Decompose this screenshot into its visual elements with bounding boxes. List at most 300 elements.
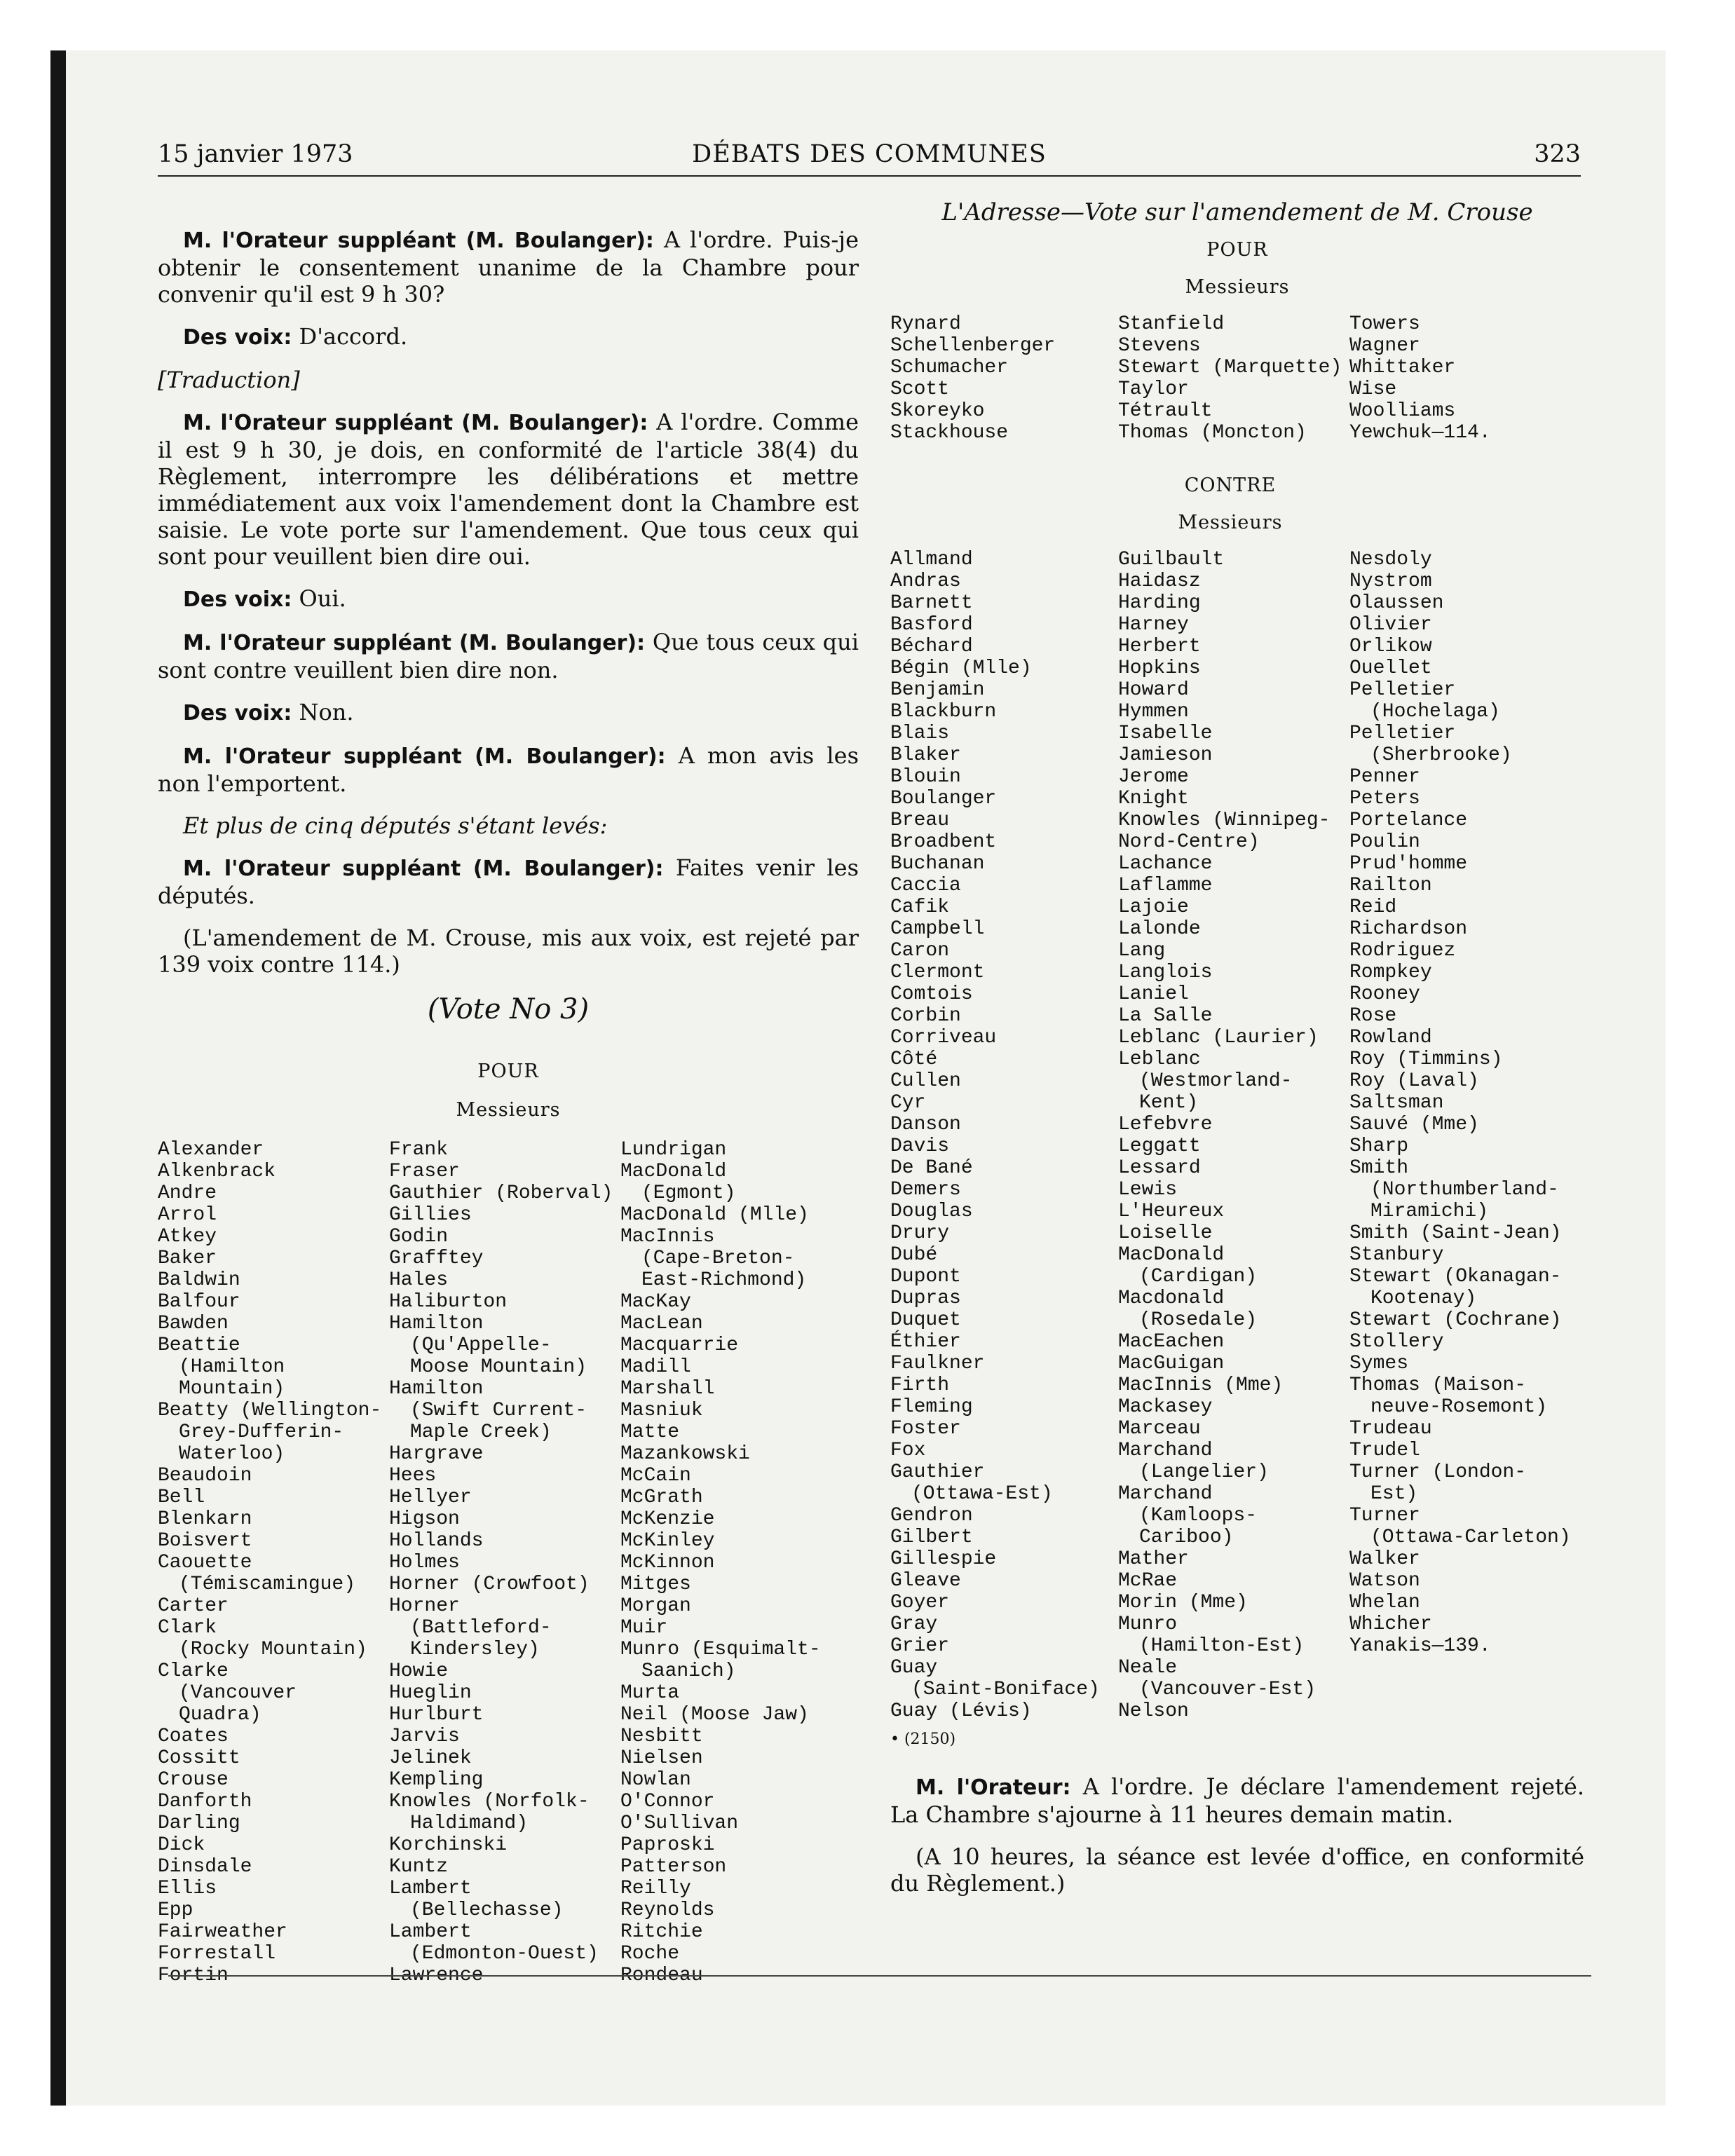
member-name: Schumacher bbox=[890, 357, 1009, 378]
pour-column-2 bbox=[389, 1139, 613, 1986]
member-name: Lang bbox=[1118, 940, 1166, 962]
member-name: Kuntz bbox=[389, 1856, 449, 1878]
member-name: Waterloo) bbox=[179, 1443, 285, 1465]
member-name: MacKay bbox=[620, 1291, 691, 1313]
member-name: Haldimand) bbox=[410, 1813, 529, 1834]
member-name: McKinley bbox=[620, 1530, 715, 1552]
member-name: Olaussen bbox=[1349, 592, 1444, 614]
contre-column-1 bbox=[890, 549, 1100, 1722]
member-name: Lundrigan bbox=[620, 1139, 727, 1161]
pour-label: POUR bbox=[477, 1060, 539, 1082]
member-name: (Kamloops- bbox=[1139, 1505, 1258, 1527]
member-name: (Edmonton-Ouest) bbox=[410, 1943, 599, 1965]
member-name: Whelan bbox=[1349, 1592, 1420, 1613]
member-name: Ouellet bbox=[1349, 657, 1432, 679]
member-name: Laniel bbox=[1118, 983, 1189, 1005]
header-date: 15 janvier 1973 bbox=[158, 140, 353, 168]
member-name: MacInnis bbox=[620, 1226, 715, 1248]
member-name: Reid bbox=[1349, 896, 1397, 918]
member-name: Madill bbox=[620, 1356, 691, 1378]
member-name: Campbell bbox=[890, 918, 985, 940]
member-name: Corbin bbox=[890, 1005, 961, 1027]
member-name: Matte bbox=[620, 1421, 680, 1443]
member-name: Bégin (Mlle) bbox=[890, 657, 1032, 679]
member-name: O'Sullivan bbox=[620, 1813, 739, 1834]
member-name: Smith (Saint-Jean) bbox=[1349, 1222, 1562, 1244]
member-name: Munro (Esquimalt- bbox=[620, 1639, 821, 1660]
member-name: Stevens bbox=[1118, 335, 1201, 357]
member-name: (Vancouver-Est) bbox=[1139, 1679, 1316, 1700]
member-name: Stackhouse bbox=[890, 422, 1009, 444]
closing-paragraph bbox=[890, 1773, 1584, 1828]
debate-paragraph bbox=[158, 925, 859, 978]
paragraph-text: A l'ordre. Comme il est 9 h 30, je dois, en conformité de l'article 38(4) du Règlement, interrompre les délibérations et mettre immédiatement aux voix l'amendement dont la Chambre est saisie. Le vote porte sur l'amendement. Que tous ceux qui sont pour veuillent bien dire oui. bbox=[158, 409, 859, 570]
closing-paragraphs bbox=[890, 1773, 1584, 1897]
member-name: Gray bbox=[890, 1613, 938, 1635]
member-name: Trudeau bbox=[1349, 1418, 1432, 1440]
pour-label-right: POUR bbox=[1206, 239, 1268, 261]
member-name: Gauthier bbox=[890, 1461, 985, 1483]
member-name: MacLean bbox=[620, 1313, 703, 1335]
member-name: Stanbury bbox=[1349, 1244, 1444, 1266]
member-name: Rose bbox=[1349, 1005, 1397, 1027]
member-name: MacInnis (Mme) bbox=[1118, 1374, 1284, 1396]
member-name: MacDonald bbox=[620, 1161, 727, 1182]
member-name: Marchand bbox=[1118, 1440, 1213, 1461]
member-name: Langlois bbox=[1118, 962, 1213, 983]
member-name: Danson bbox=[890, 1114, 961, 1135]
speaker-label: M. l'Orateur: bbox=[916, 1775, 1071, 1800]
member-name: (Hamilton-Est) bbox=[1139, 1635, 1305, 1657]
member-name: Symes bbox=[1349, 1353, 1409, 1374]
member-name: Murta bbox=[620, 1682, 680, 1704]
member-name: Gendron bbox=[890, 1505, 973, 1527]
paragraph-text: Non. bbox=[292, 699, 354, 725]
member-name: Harney bbox=[1118, 614, 1189, 636]
member-name: Morin (Mme) bbox=[1118, 1592, 1248, 1613]
member-name: Dupras bbox=[890, 1288, 961, 1309]
debate-paragraph bbox=[158, 699, 859, 727]
member-name: MacDonald bbox=[1118, 1244, 1225, 1266]
section-title: L'Adresse—Vote sur l'amendement de M. Crouse bbox=[941, 198, 1533, 226]
member-name: Turner (London- bbox=[1349, 1461, 1527, 1483]
member-name: Howie bbox=[389, 1660, 449, 1682]
member-name: Jamieson bbox=[1118, 744, 1213, 766]
debate-paragraph bbox=[158, 323, 859, 351]
member-name: Dupont bbox=[890, 1266, 961, 1288]
paragraph-text: Oui. bbox=[292, 585, 346, 612]
member-name: Rondeau bbox=[620, 1965, 703, 1986]
paragraph-text: A l'ordre. Puis-je obtenir le consentement unanime de la Chambre pour convenir qu'il est 9 h 30? bbox=[158, 226, 859, 308]
debate-paragraph bbox=[158, 742, 859, 797]
member-name: Miramichi) bbox=[1370, 1201, 1489, 1222]
bottom-rule bbox=[168, 1975, 1591, 1977]
member-name: Haliburton bbox=[389, 1291, 508, 1313]
member-name: Buchanan bbox=[890, 853, 985, 875]
member-name: Kempling bbox=[389, 1769, 484, 1791]
member-name: Walker bbox=[1349, 1548, 1420, 1570]
member-name: Macdonald bbox=[1118, 1288, 1225, 1309]
paragraph-text: (A 10 heures, la séance est levée d'office, en conformité du Règlement.) bbox=[890, 1843, 1584, 1897]
member-name: Hees bbox=[389, 1465, 437, 1487]
member-name: Woolliams bbox=[1349, 400, 1456, 422]
member-name: Forrestall bbox=[158, 1943, 276, 1965]
member-name: Quadra) bbox=[179, 1704, 261, 1726]
member-name: Neale bbox=[1118, 1657, 1178, 1679]
member-name: Demers bbox=[890, 1179, 961, 1201]
member-name: Railton bbox=[1349, 875, 1432, 896]
member-name: McKenzie bbox=[620, 1508, 715, 1530]
member-name: Hopkins bbox=[1118, 657, 1201, 679]
member-name: Jerome bbox=[1118, 766, 1189, 788]
member-name: Horner (Crowfoot) bbox=[389, 1574, 590, 1595]
member-name: Clermont bbox=[890, 962, 985, 983]
member-name: Roche bbox=[620, 1943, 680, 1965]
member-name: Towers bbox=[1349, 313, 1420, 335]
member-name: Corriveau bbox=[890, 1027, 997, 1049]
contre-label: CONTRE bbox=[1184, 475, 1277, 496]
member-name: Lachance bbox=[1118, 853, 1213, 875]
member-name: Mountain) bbox=[179, 1378, 285, 1400]
member-name: Nord-Centre) bbox=[1118, 831, 1260, 853]
member-name: Foster bbox=[890, 1418, 961, 1440]
member-name: Beaudoin bbox=[158, 1465, 252, 1487]
member-name: Frank bbox=[389, 1139, 449, 1161]
member-name: Boulanger bbox=[890, 788, 997, 810]
member-name: (Ottawa-Est) bbox=[911, 1483, 1053, 1505]
member-name: Mackasey bbox=[1118, 1396, 1213, 1418]
debate-paragraph bbox=[158, 409, 859, 570]
member-name: Blouin bbox=[890, 766, 961, 788]
member-name: neuve-Rosemont) bbox=[1370, 1396, 1548, 1418]
member-name: Béchard bbox=[890, 636, 973, 657]
member-name: Hamilton bbox=[389, 1313, 484, 1335]
member-name: Beatty (Wellington- bbox=[158, 1400, 382, 1421]
member-name: Haidasz bbox=[1118, 571, 1201, 592]
member-name: Basford bbox=[890, 614, 973, 636]
member-name: Rooney bbox=[1349, 983, 1420, 1005]
member-name: Stollery bbox=[1349, 1331, 1444, 1353]
member-name: Neil (Moose Jaw) bbox=[620, 1704, 809, 1726]
member-name: Caron bbox=[890, 940, 950, 962]
paragraph-text: Faites venir les députés. bbox=[158, 854, 859, 909]
member-name: Korchinski bbox=[389, 1834, 508, 1856]
member-name: Caouette bbox=[158, 1552, 252, 1574]
member-name: Douglas bbox=[890, 1201, 973, 1222]
member-name: Breau bbox=[890, 810, 950, 831]
member-name: Grafftey bbox=[389, 1248, 484, 1269]
member-name: Morgan bbox=[620, 1595, 691, 1617]
member-name: Olivier bbox=[1349, 614, 1432, 636]
member-name: Faulkner bbox=[890, 1353, 985, 1374]
member-name: Wagner bbox=[1349, 335, 1420, 357]
member-name: Howard bbox=[1118, 679, 1189, 701]
member-name: (Westmorland- bbox=[1139, 1070, 1293, 1092]
member-name: Gauthier (Roberval) bbox=[389, 1182, 613, 1204]
member-name: Allmand bbox=[890, 549, 973, 571]
pour-right-column-2 bbox=[1118, 313, 1342, 444]
member-name: Guilbault bbox=[1118, 549, 1225, 571]
member-name: Sharp bbox=[1349, 1135, 1409, 1157]
member-name: Marchand bbox=[1118, 1483, 1213, 1505]
member-name: Cossitt bbox=[158, 1747, 240, 1769]
speaker-label: Des voix: bbox=[183, 587, 292, 612]
member-name: Yanakis—139. bbox=[1349, 1635, 1491, 1657]
member-name: Guay (Lévis) bbox=[890, 1700, 1032, 1722]
member-name: Kent) bbox=[1139, 1092, 1199, 1114]
member-name: Fraser bbox=[389, 1161, 460, 1182]
member-name: Whittaker bbox=[1349, 357, 1456, 378]
member-name: Roy (Laval) bbox=[1349, 1070, 1479, 1092]
member-name: (Northumberland- bbox=[1370, 1179, 1559, 1201]
member-name: Tétrault bbox=[1118, 400, 1213, 422]
member-name: Wise bbox=[1349, 378, 1397, 400]
debate-paragraph bbox=[158, 812, 859, 839]
debate-paragraphs bbox=[158, 226, 859, 978]
member-name: Atkey bbox=[158, 1226, 217, 1248]
member-name: O'Connor bbox=[620, 1791, 715, 1813]
member-name: (Rocky Mountain) bbox=[179, 1639, 367, 1660]
member-name: Thomas (Maison- bbox=[1349, 1374, 1527, 1396]
member-name: Côté bbox=[890, 1049, 938, 1070]
member-name: Skoreyko bbox=[890, 400, 985, 422]
member-name: Leblanc bbox=[1118, 1049, 1201, 1070]
member-name: (Bellechasse) bbox=[410, 1899, 564, 1921]
member-name: Grey-Dufferin- bbox=[179, 1421, 344, 1443]
member-name: Horner bbox=[389, 1595, 460, 1617]
debate-paragraph bbox=[158, 629, 859, 683]
member-name: Harding bbox=[1118, 592, 1201, 614]
member-name: L'Heureux bbox=[1118, 1201, 1225, 1222]
member-name: Andre bbox=[158, 1182, 217, 1204]
member-name: Knight bbox=[1118, 788, 1189, 810]
member-name: (Hochelaga) bbox=[1370, 701, 1500, 723]
page-header bbox=[158, 140, 1581, 177]
member-name: (Saint-Boniface) bbox=[911, 1679, 1100, 1700]
member-name: Nowlan bbox=[620, 1769, 691, 1791]
debate-paragraph bbox=[158, 226, 859, 308]
member-name: Leblanc (Laurier) bbox=[1118, 1027, 1319, 1049]
member-name: Moose Mountain) bbox=[410, 1356, 587, 1378]
member-name: Rodriguez bbox=[1349, 940, 1456, 962]
header-page-number: 323 bbox=[1534, 140, 1581, 168]
paragraph-text: A mon avis les non l'emportent. bbox=[158, 742, 859, 797]
member-name: Dick bbox=[158, 1834, 205, 1856]
member-name: Lewis bbox=[1118, 1179, 1178, 1201]
member-name: Bawden bbox=[158, 1313, 229, 1335]
member-name: (Egmont) bbox=[641, 1182, 736, 1204]
member-name: (Swift Current- bbox=[410, 1400, 587, 1421]
member-name: Jarvis bbox=[389, 1726, 460, 1747]
member-name: Muir bbox=[620, 1617, 668, 1639]
member-name: Lessard bbox=[1118, 1157, 1201, 1179]
pour-right-column-1 bbox=[890, 313, 1055, 444]
member-name: Nesbitt bbox=[620, 1726, 703, 1747]
speaker-label: Des voix: bbox=[183, 701, 292, 725]
member-name: McGrath bbox=[620, 1487, 703, 1508]
member-name: Poulin bbox=[1349, 831, 1420, 853]
right-column bbox=[890, 198, 1584, 1912]
member-name: Hueglin bbox=[389, 1682, 472, 1704]
member-name: Nystrom bbox=[1349, 571, 1432, 592]
member-name: (Langelier) bbox=[1139, 1461, 1269, 1483]
pour-list-left bbox=[158, 1139, 859, 2001]
contre-column-2 bbox=[1118, 549, 1330, 1722]
member-name: Hales bbox=[389, 1269, 449, 1291]
member-name: Alkenbrack bbox=[158, 1161, 276, 1182]
debate-paragraph bbox=[158, 585, 859, 613]
member-name: Patterson bbox=[620, 1856, 727, 1878]
member-name: Gillies bbox=[389, 1204, 472, 1226]
member-name: (Battleford- bbox=[410, 1617, 552, 1639]
member-name: Coates bbox=[158, 1726, 229, 1747]
member-name: Smith bbox=[1349, 1157, 1409, 1179]
speaker-label: M. l'Orateur suppléant (M. Boulanger): bbox=[183, 411, 648, 435]
member-name: Maple Creek) bbox=[410, 1421, 552, 1443]
member-name: Herbert bbox=[1118, 636, 1201, 657]
member-name: MacGuigan bbox=[1118, 1353, 1225, 1374]
member-name: Carter bbox=[158, 1595, 229, 1617]
time-marker: • (2150) bbox=[890, 1731, 956, 1748]
member-name: Blenkarn bbox=[158, 1508, 252, 1530]
member-name: Higson bbox=[389, 1508, 460, 1530]
member-name: East-Richmond) bbox=[641, 1269, 807, 1291]
speaker-label: M. l'Orateur suppléant (M. Boulanger): bbox=[183, 744, 666, 769]
member-name: Marceau bbox=[1118, 1418, 1201, 1440]
pour-right-column-3 bbox=[1349, 313, 1491, 444]
member-name: Hellyer bbox=[389, 1487, 472, 1508]
paragraph-text: D'accord. bbox=[292, 323, 408, 350]
member-name: Stewart (Okanagan- bbox=[1349, 1266, 1562, 1288]
member-name: Epp bbox=[158, 1899, 193, 1921]
pour-column-1 bbox=[158, 1139, 381, 1986]
member-name: Saanich) bbox=[641, 1660, 736, 1682]
member-name: Benjamin bbox=[890, 679, 985, 701]
member-name: Whicher bbox=[1349, 1613, 1432, 1635]
member-name: Hamilton bbox=[389, 1378, 484, 1400]
member-name: Dinsdale bbox=[158, 1856, 252, 1878]
member-name: Lambert bbox=[389, 1878, 472, 1899]
member-name: Ritchie bbox=[620, 1921, 703, 1943]
member-name: Clark bbox=[158, 1617, 217, 1639]
member-name: Blais bbox=[890, 723, 950, 744]
member-name: Reynolds bbox=[620, 1899, 715, 1921]
member-name: Hurlburt bbox=[389, 1704, 484, 1726]
paragraph-text: [Traduction] bbox=[158, 367, 300, 393]
member-name: Lalonde bbox=[1118, 918, 1201, 940]
member-name: Lambert bbox=[389, 1921, 472, 1943]
member-name: (Témiscamingue) bbox=[179, 1574, 356, 1595]
member-name: (Hamilton bbox=[179, 1356, 285, 1378]
header-title: DÉBATS DES COMMUNES bbox=[692, 140, 1047, 168]
member-name: Portelance bbox=[1349, 810, 1468, 831]
member-name: Balfour bbox=[158, 1291, 240, 1313]
member-name: Stewart (Cochrane) bbox=[1349, 1309, 1562, 1331]
member-name: Nesdoly bbox=[1349, 549, 1432, 571]
member-name: Firth bbox=[890, 1374, 950, 1396]
member-name: Macquarrie bbox=[620, 1335, 739, 1356]
member-name: Hymmen bbox=[1118, 701, 1189, 723]
member-name: Darling bbox=[158, 1813, 240, 1834]
member-name: Prud'homme bbox=[1349, 853, 1468, 875]
member-name: Kootenay) bbox=[1370, 1288, 1477, 1309]
member-name: Turner bbox=[1349, 1505, 1420, 1527]
member-name: (Cardigan) bbox=[1139, 1266, 1258, 1288]
paragraph-text: (L'amendement de M. Crouse, mis aux voix, est rejeté par 139 voix contre 114.) bbox=[158, 925, 859, 978]
paragraph-text: Et plus de cinq députés s'étant levés: bbox=[183, 812, 608, 839]
member-name: Penner bbox=[1349, 766, 1420, 788]
member-name: Rowland bbox=[1349, 1027, 1432, 1049]
member-name: Pelletier bbox=[1349, 679, 1456, 701]
member-name: Scott bbox=[890, 378, 950, 400]
member-name: Danforth bbox=[158, 1791, 252, 1813]
member-name: Masniuk bbox=[620, 1400, 703, 1421]
member-name: Godin bbox=[389, 1226, 449, 1248]
member-name: McKinnon bbox=[620, 1552, 715, 1574]
member-name: Dubé bbox=[890, 1244, 938, 1266]
member-name: Fortin bbox=[158, 1965, 229, 1986]
member-name: McCain bbox=[620, 1465, 691, 1487]
speaker-label: M. l'Orateur suppléant (M. Boulanger): bbox=[183, 228, 654, 253]
member-name: Hargrave bbox=[389, 1443, 484, 1465]
member-name: Cullen bbox=[890, 1070, 961, 1092]
speaker-label: Des voix: bbox=[183, 325, 292, 350]
member-name: Lajoie bbox=[1118, 896, 1189, 918]
member-name: Blaker bbox=[890, 744, 961, 766]
closing-paragraph bbox=[890, 1843, 1584, 1897]
member-name: Gilbert bbox=[890, 1527, 973, 1548]
member-name: Knowles (Winnipeg- bbox=[1118, 810, 1331, 831]
member-name: McRae bbox=[1118, 1570, 1178, 1592]
member-name: Lefebvre bbox=[1118, 1114, 1213, 1135]
pour-list-right bbox=[890, 313, 1584, 453]
member-name: Grier bbox=[890, 1635, 950, 1657]
member-name: Knowles (Norfolk- bbox=[389, 1791, 590, 1813]
speaker-label: M. l'Orateur suppléant (M. Boulanger): bbox=[183, 631, 646, 655]
contre-messieurs-label: Messieurs bbox=[1178, 512, 1283, 533]
member-name: Drury bbox=[890, 1222, 950, 1244]
member-name: (Ottawa-Carleton) bbox=[1370, 1527, 1571, 1548]
member-name: Boisvert bbox=[158, 1530, 252, 1552]
member-name: MacEachen bbox=[1118, 1331, 1225, 1353]
member-name: Trudel bbox=[1349, 1440, 1420, 1461]
paragraph-text: Que tous ceux qui sont contre veuillent bien dire non. bbox=[158, 629, 859, 683]
member-name: Mitges bbox=[620, 1574, 691, 1595]
member-name: Schellenberger bbox=[890, 335, 1056, 357]
member-name: Orlikow bbox=[1349, 636, 1432, 657]
member-name: Sauvé (Mme) bbox=[1349, 1114, 1479, 1135]
pour-column-3 bbox=[620, 1139, 821, 1986]
member-name: Fox bbox=[890, 1440, 926, 1461]
member-name: Est) bbox=[1370, 1483, 1418, 1505]
member-name: Caccia bbox=[890, 875, 961, 896]
member-name: Rompkey bbox=[1349, 962, 1432, 983]
member-name: Guay bbox=[890, 1657, 938, 1679]
member-name: Gleave bbox=[890, 1570, 961, 1592]
member-name: Holmes bbox=[389, 1552, 460, 1574]
member-name: Pelletier bbox=[1349, 723, 1456, 744]
member-name: Kindersley) bbox=[410, 1639, 540, 1660]
member-name: Clarke bbox=[158, 1660, 229, 1682]
member-name: Hollands bbox=[389, 1530, 484, 1552]
member-name: Broadbent bbox=[890, 831, 997, 853]
member-name: Cariboo) bbox=[1139, 1527, 1234, 1548]
member-name: Ellis bbox=[158, 1878, 217, 1899]
member-name: (Qu'Appelle- bbox=[410, 1335, 552, 1356]
member-name: (Vancouver bbox=[179, 1682, 297, 1704]
member-name: La Salle bbox=[1118, 1005, 1213, 1027]
contre-list bbox=[890, 549, 1584, 1740]
